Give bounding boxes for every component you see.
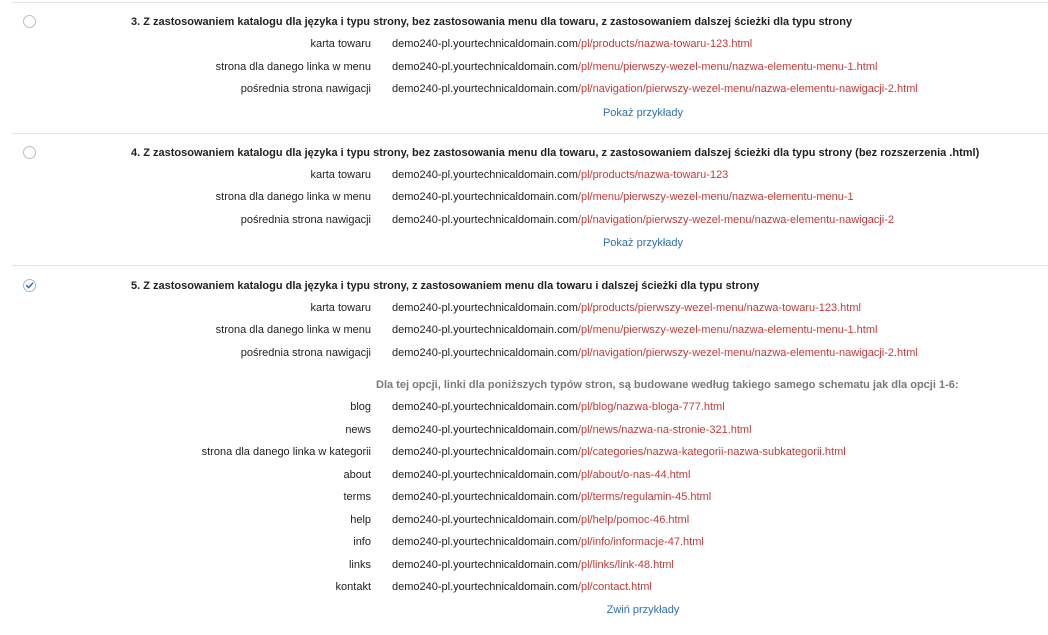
example-url: [392, 401, 725, 413]
example-url: [392, 302, 861, 314]
row-label: about: [343, 469, 371, 481]
example-url: [392, 61, 877, 73]
option-5-title: 5. Z zastosowaniem katalogu dla języka i typu strony, z zastosowaniem menu dla towaru i dalszej ścieżki dla typu strony: [131, 280, 760, 292]
url-example-row: [0, 581, 1048, 603]
url-example-row: [0, 38, 1048, 60]
url-domain: demo240-pl.yourtechnicaldomain.com: [392, 401, 578, 413]
row-label: strona dla danego linka w menu: [215, 191, 371, 203]
url-path: /pl/menu/pierwszy-wezel-menu/nazwa-elementu-menu-1: [577, 191, 854, 203]
url-path: /pl/navigation/pierwszy-wezel-menu/nazwa-elementu-nawigacji-2: [577, 214, 894, 226]
url-example-row: [0, 169, 1048, 191]
row-label: strona dla danego linka w menu: [215, 61, 371, 73]
url-example-row: [0, 324, 1048, 346]
row-label: links: [348, 559, 371, 571]
url-domain: demo240-pl.yourtechnicaldomain.com: [392, 38, 578, 50]
checkmark-icon: [25, 281, 34, 290]
option-5-radio[interactable]: [23, 279, 36, 292]
row-label: karta towaru: [310, 302, 371, 314]
row-label: pośrednia strona nawigacji: [240, 214, 371, 226]
example-url: [392, 347, 918, 359]
example-url: [392, 469, 690, 481]
option-divider: [12, 265, 1048, 266]
row-label: blog: [350, 401, 371, 413]
row-label: karta towaru: [310, 169, 371, 181]
example-url: [392, 83, 918, 95]
row-label: help: [350, 514, 371, 526]
url-domain: demo240-pl.yourtechnicaldomain.com: [392, 169, 578, 181]
url-path: /pl/terms/regulamin-45.html: [577, 491, 712, 503]
url-domain: demo240-pl.yourtechnicaldomain.com: [392, 491, 578, 503]
url-domain: demo240-pl.yourtechnicaldomain.com: [392, 83, 578, 95]
row-label: kontakt: [335, 581, 371, 593]
row-label: terms: [343, 491, 371, 503]
example-url: [392, 559, 674, 571]
example-url: [392, 38, 752, 50]
option-3-radio[interactable]: [23, 15, 36, 28]
url-example-row: [0, 514, 1048, 536]
url-domain: demo240-pl.yourtechnicaldomain.com: [392, 324, 578, 336]
url-example-row: [0, 302, 1048, 324]
url-domain: demo240-pl.yourtechnicaldomain.com: [392, 302, 578, 314]
option-4-title: 4. Z zastosowaniem katalogu dla języka i typu strony, bez zastosowania menu dla towaru, z zastosowaniem dalszej ścieżki dla typu strony (bez rozszerzenia .html): [131, 147, 980, 159]
url-path: /pl/products/nazwa-towaru-123: [577, 169, 729, 181]
example-url: [392, 581, 652, 593]
example-url: [392, 491, 711, 503]
show-examples-link[interactable]: Pokaż przykłady: [602, 107, 684, 119]
url-path: /pl/categories/nazwa-kategorii-nazwa-subkategorii.html: [577, 446, 846, 458]
url-domain: demo240-pl.yourtechnicaldomain.com: [392, 446, 578, 458]
url-path: /pl/products/nazwa-towaru-123.html: [577, 38, 753, 50]
example-url: [392, 169, 728, 181]
url-domain: demo240-pl.yourtechnicaldomain.com: [392, 559, 578, 571]
example-url: [392, 446, 846, 458]
example-url: [392, 424, 752, 436]
row-label: pośrednia strona nawigacji: [240, 347, 371, 359]
collapse-examples-link[interactable]: Zwiń przykłady: [606, 604, 680, 616]
url-path: /pl/navigation/pierwszy-wezel-menu/nazwa-elementu-nawigacji-2.html: [577, 83, 918, 95]
example-url: [392, 214, 894, 226]
row-label: karta towaru: [310, 38, 371, 50]
url-path: /pl/help/pomoc-46.html: [577, 514, 690, 526]
schema-note: Dla tej opcji, linki dla poniższych typów stron, są budowane według takiego samego schematu jak dla opcji 1-6:: [376, 379, 959, 391]
option-4-radio[interactable]: [23, 146, 36, 159]
url-example-row: [0, 559, 1048, 581]
url-example-row: [0, 401, 1048, 423]
url-example-row: [0, 424, 1048, 446]
example-url: [392, 324, 877, 336]
row-label: news: [345, 424, 371, 436]
url-path: /pl/menu/pierwszy-wezel-menu/nazwa-elementu-menu-1.html: [577, 324, 878, 336]
url-path: /pl/blog/nazwa-bloga-777.html: [577, 401, 725, 413]
url-domain: demo240-pl.yourtechnicaldomain.com: [392, 581, 578, 593]
option-divider: [12, 133, 1048, 134]
top-divider: [12, 2, 1048, 3]
example-url: [392, 536, 704, 548]
url-example-row: [0, 83, 1048, 105]
url-path: /pl/products/pierwszy-wezel-menu/nazwa-towaru-123.html: [577, 302, 861, 314]
row-label: pośrednia strona nawigacji: [240, 83, 371, 95]
url-path: /pl/info/informacje-47.html: [577, 536, 704, 548]
url-example-row: [0, 491, 1048, 513]
url-example-row: [0, 446, 1048, 468]
url-domain: demo240-pl.yourtechnicaldomain.com: [392, 191, 578, 203]
url-example-row: [0, 61, 1048, 83]
url-path: /pl/news/nazwa-na-stronie-321.html: [577, 424, 752, 436]
url-example-row: [0, 536, 1048, 558]
url-example-row: [0, 347, 1048, 369]
url-domain: demo240-pl.yourtechnicaldomain.com: [392, 61, 578, 73]
option-3-title: 3. Z zastosowaniem katalogu dla języka i typu strony, bez zastosowania menu dla towaru, z zastosowaniem dalszej ścieżki dla typu strony: [131, 16, 853, 28]
url-path: /pl/about/o-nas-44.html: [577, 469, 691, 481]
url-domain: demo240-pl.yourtechnicaldomain.com: [392, 214, 578, 226]
url-domain: demo240-pl.yourtechnicaldomain.com: [392, 347, 578, 359]
row-label: strona dla danego linka w menu: [215, 324, 371, 336]
url-path: /pl/menu/pierwszy-wezel-menu/nazwa-elementu-menu-1.html: [577, 61, 878, 73]
show-examples-link[interactable]: Pokaż przykłady: [602, 237, 684, 249]
url-domain: demo240-pl.yourtechnicaldomain.com: [392, 469, 578, 481]
example-url: [392, 514, 689, 526]
url-example-row: [0, 191, 1048, 213]
url-example-row: [0, 214, 1048, 236]
url-path: /pl/navigation/pierwszy-wezel-menu/nazwa-elementu-nawigacji-2.html: [577, 347, 918, 359]
url-path: /pl/contact.html: [577, 581, 652, 593]
row-label: strona dla danego linka w kategorii: [201, 446, 371, 458]
url-domain: demo240-pl.yourtechnicaldomain.com: [392, 424, 578, 436]
url-domain: demo240-pl.yourtechnicaldomain.com: [392, 536, 578, 548]
example-url: [392, 191, 854, 203]
url-domain: demo240-pl.yourtechnicaldomain.com: [392, 514, 578, 526]
url-path: /pl/links/link-48.html: [577, 559, 674, 571]
row-label: info: [353, 536, 371, 548]
url-example-row: [0, 469, 1048, 491]
